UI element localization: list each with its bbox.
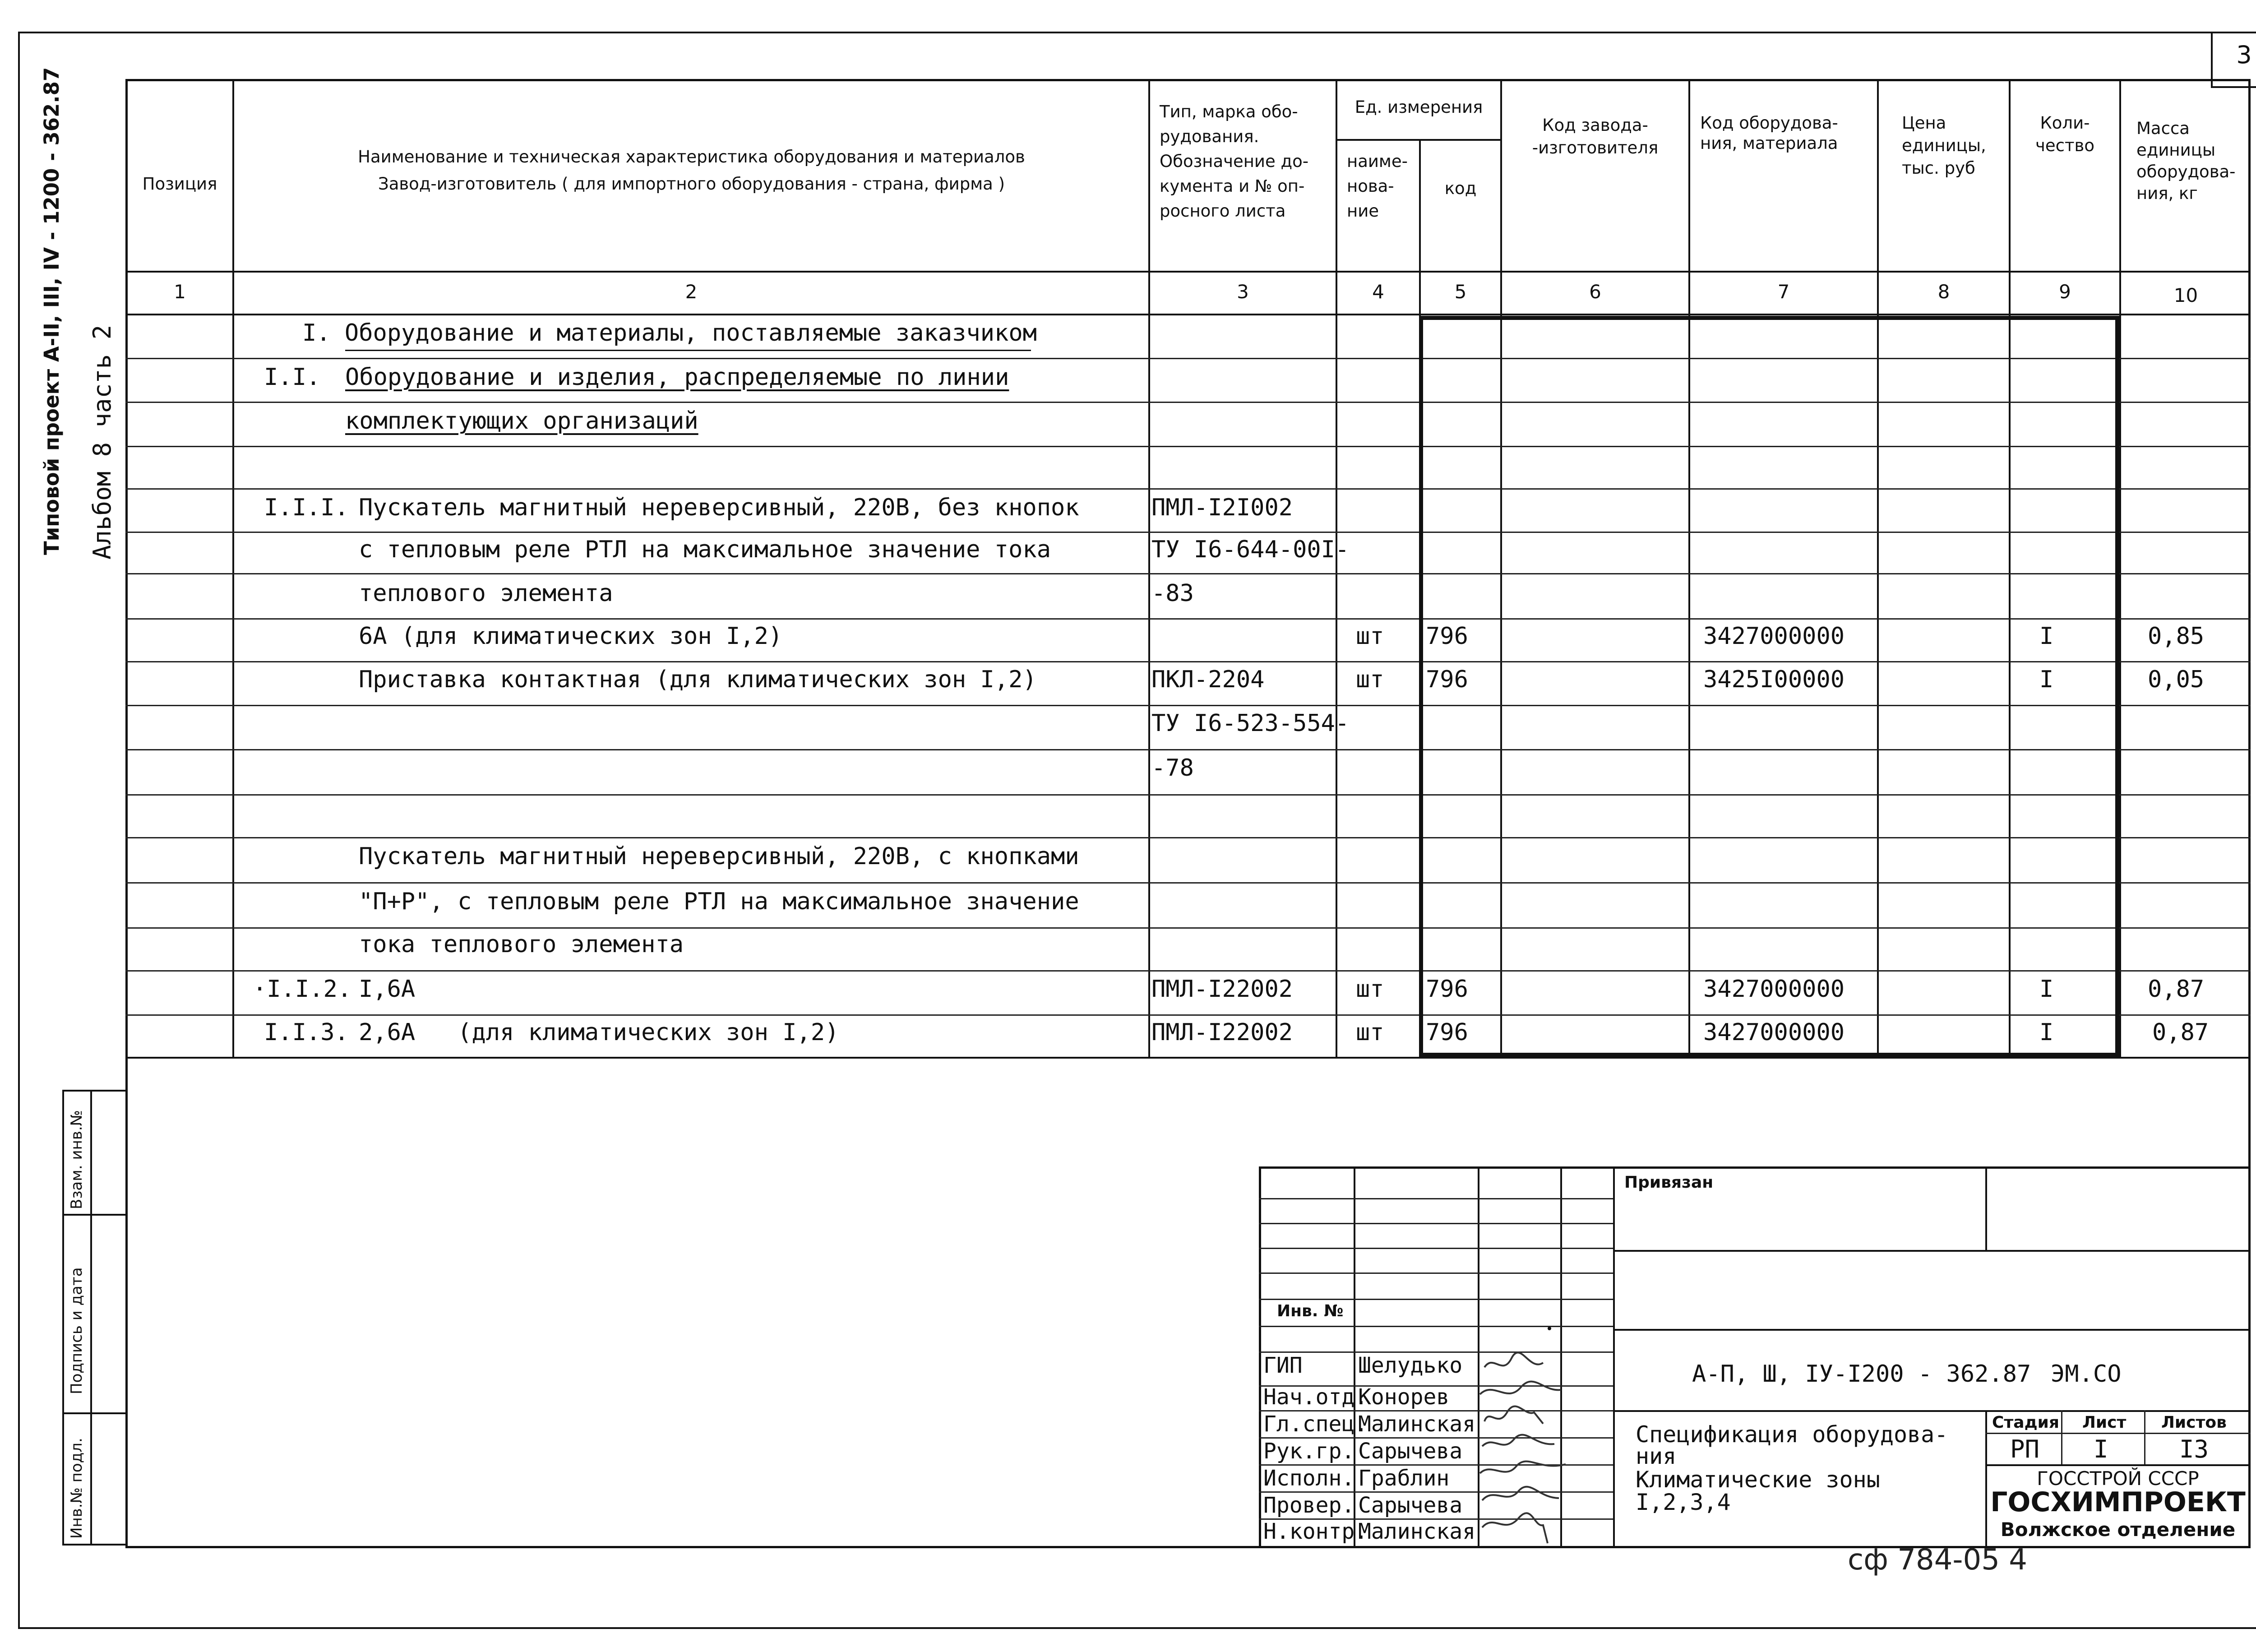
colnum-2: 2 xyxy=(685,281,698,303)
header-units-group: Ед. измерения xyxy=(1355,97,1483,117)
header-col10-l4: ния, кг xyxy=(2136,184,2198,203)
role-nkontr: Н.контр. xyxy=(1263,1519,1368,1544)
row-unit: шт xyxy=(1356,623,1384,650)
field-inv: Инв.№ подл. xyxy=(68,1438,86,1539)
name-prover: Сарычева xyxy=(1358,1493,1463,1518)
row-qty: I xyxy=(2039,1019,2054,1046)
colnum-3: 3 xyxy=(1237,281,1249,303)
row-type: -83 xyxy=(1151,580,1194,607)
header-col8-l3: тыс. руб xyxy=(1902,158,1975,178)
album-label: Альбом 8 часть 2 xyxy=(88,324,116,560)
sheets-label: Листов xyxy=(2161,1413,2227,1432)
row-name: комплектующих организаций xyxy=(345,407,698,435)
row-qty: I xyxy=(2039,666,2054,693)
row-code: 796 xyxy=(1426,666,1468,693)
header-col2-l2: Завод-изготовитель ( для импортного оборудования - страна, фирма ) xyxy=(378,174,1005,194)
name-rukgr: Сарычева xyxy=(1358,1439,1463,1464)
row-name: I,6А xyxy=(359,976,416,1003)
row-type: ПКЛ-2204 xyxy=(1151,666,1265,693)
org-l2: ГОСХИМПРОЕКТ xyxy=(1990,1486,2246,1518)
stage-label: Стадия xyxy=(1992,1413,2059,1432)
sheet-value: I xyxy=(2094,1435,2108,1463)
header-col6-l2: -изготовителя xyxy=(1532,138,1659,157)
project-title: Типовой проект А-II, III, IV - 1200 - 362.87 xyxy=(40,67,64,555)
privyazan-label: Привязан xyxy=(1624,1173,1714,1192)
colnum-4: 4 xyxy=(1372,281,1384,303)
header-col7-l2: ния, материала xyxy=(1700,134,1838,153)
row-type: ТУ I6-644-00I- xyxy=(1151,536,1350,563)
sheet-label: Лист xyxy=(2082,1413,2127,1432)
row-mass: 0,87 xyxy=(2148,976,2205,1003)
row-prefix: ·I.I.2. xyxy=(253,976,352,1003)
name-nach: Конорев xyxy=(1358,1384,1450,1410)
header-col4-l1: наиме- xyxy=(1347,152,1408,171)
header-col9-l2: чество xyxy=(2035,136,2094,155)
colnum-7: 7 xyxy=(1777,281,1790,303)
header-col5: код xyxy=(1444,179,1477,198)
row-name: Пускатель магнитный нереверсивный, 220В, с кнопками xyxy=(359,843,1079,870)
header-col2-l1: Наименование и техническая характеристика оборудования и материалов xyxy=(358,147,1025,167)
row-equip-code: 3427000000 xyxy=(1703,976,1845,1003)
header-col3-l1: Тип, марка обо- xyxy=(1160,102,1298,121)
header-col8-l1: Цена xyxy=(1902,113,1946,133)
header-col7-l1: Код оборудова- xyxy=(1700,113,1838,133)
footer-code: сф 784-05 4 xyxy=(1848,1543,2027,1577)
field-podpis: Подпись и дата xyxy=(68,1267,86,1394)
header-col4-l2: нова- xyxy=(1347,176,1394,196)
row-mass: 0,85 xyxy=(2148,623,2205,650)
header-col9-l1: Коли- xyxy=(2040,113,2090,133)
row-code: 796 xyxy=(1426,623,1468,650)
header-col4-l3: ние xyxy=(1347,201,1379,221)
role-ispoln: Исполн. xyxy=(1263,1466,1355,1491)
header-col3-l2: рудования. xyxy=(1160,127,1259,146)
row-prefix: I.I. xyxy=(264,364,321,391)
inv-no-label: Инв. № xyxy=(1277,1302,1344,1320)
row-name: 6А (для климатических зон I,2) xyxy=(359,623,783,650)
header-col1: Позиция xyxy=(142,174,217,194)
header-col10-l3: оборудова- xyxy=(2136,162,2236,181)
header-col3-l4: кумента и № оп- xyxy=(1160,176,1305,196)
doc-code: А-П, Ш, IУ-I200 - 362.87 xyxy=(1692,1360,2031,1388)
row-name: Пускатель магнитный нереверсивный, 220В, без кнопок xyxy=(359,494,1079,521)
row-unit: шт xyxy=(1356,666,1384,693)
row-unit: шт xyxy=(1356,976,1384,1003)
row-type: -78 xyxy=(1151,754,1194,782)
name-gip: Шелудько xyxy=(1358,1353,1463,1378)
colnum-8: 8 xyxy=(1937,281,1950,303)
row-prefix: I.I.I. xyxy=(264,494,349,521)
row-code: 796 xyxy=(1426,976,1468,1003)
row-equip-code: 3425I00000 xyxy=(1703,666,1845,693)
row-equip-code: 3427000000 xyxy=(1703,623,1845,650)
header-col3-l3: Обозначение до- xyxy=(1160,152,1309,171)
title-l1: Спецификация оборудова- xyxy=(1636,1421,1948,1448)
row-qty: I xyxy=(2039,976,2054,1003)
row-name: с тепловым реле РТЛ на максимальное значение тока xyxy=(359,536,1051,563)
role-glspec: Гл.спец. xyxy=(1263,1411,1368,1437)
row-code: 796 xyxy=(1426,1019,1468,1046)
org-l1: ГОССТРОЙ СССР xyxy=(2037,1467,2199,1490)
row-name: 2,6А (для климатических зон I,2) xyxy=(359,1019,839,1046)
row-name: "П+Р", с тепловым реле РТЛ на максимальное значение xyxy=(359,888,1079,915)
org-l3: Волжское отделение xyxy=(2000,1518,2236,1541)
header-col10-l2: единицы xyxy=(2136,140,2216,160)
sheets-value: I3 xyxy=(2179,1435,2209,1463)
colnum-9: 9 xyxy=(2059,281,2071,303)
row-unit: шт xyxy=(1356,1019,1384,1046)
name-ispoln: Граблин xyxy=(1358,1466,1450,1491)
role-gip: ГИП xyxy=(1263,1353,1303,1378)
title-l2: ния xyxy=(1636,1443,1677,1469)
header-col6-l1: Код завода- xyxy=(1542,116,1648,135)
colnum-5: 5 xyxy=(1454,281,1467,303)
row-type: ТУ I6-523-554- xyxy=(1151,710,1350,737)
colnum-1: 1 xyxy=(174,281,186,303)
row-equip-code: 3427000000 xyxy=(1703,1019,1845,1046)
field-vzam: Взам. инв.№ xyxy=(68,1110,86,1209)
colnum-6: 6 xyxy=(1589,281,1601,303)
row-name: Оборудование и изделия, распределяемые по линии xyxy=(345,364,1009,391)
row-type: ПМЛ-I22002 xyxy=(1151,976,1293,1003)
role-prover: Провер. xyxy=(1263,1493,1355,1518)
row-type: ПМЛ-I2I002 xyxy=(1151,494,1293,521)
row-name: Приставка контактная (для климатических зон I,2) xyxy=(359,666,1037,693)
name-glspec: Малинская xyxy=(1358,1411,1476,1437)
title-l3: Климатические зоны xyxy=(1636,1467,1880,1493)
doc-mark: ЭМ.СО xyxy=(2051,1360,2122,1388)
row-type: ПМЛ-I22002 xyxy=(1151,1019,1293,1046)
signatures xyxy=(1475,1349,1584,1548)
row-prefix: I.I.3. xyxy=(264,1019,349,1046)
inv-dot xyxy=(1548,1327,1551,1330)
role-rukgr: Рук.гр. xyxy=(1263,1439,1355,1464)
row-name: I. Оборудование и материалы, поставляемые заказчиком xyxy=(302,319,1037,347)
header-col3-l5: росного листа xyxy=(1160,201,1286,221)
row-name: теплового элемента xyxy=(359,580,613,607)
colnum-10: 10 xyxy=(2173,284,2198,306)
header-col10-l1: Масса xyxy=(2136,119,2190,138)
stage-value: РП xyxy=(2010,1435,2040,1463)
title-l4: I,2,3,4 xyxy=(1636,1489,1731,1515)
role-nach: Нач.отд. xyxy=(1263,1384,1368,1410)
row-qty: I xyxy=(2039,623,2054,650)
row-mass: 0,87 xyxy=(2152,1019,2209,1046)
row-mass: 0,05 xyxy=(2148,666,2205,693)
name-nkontr: Малинская xyxy=(1358,1519,1476,1544)
row-name: тока теплового элемента xyxy=(359,931,684,958)
header-col8-l2: единицы, xyxy=(1902,136,1986,155)
sheet-number: 3 xyxy=(2236,41,2252,69)
